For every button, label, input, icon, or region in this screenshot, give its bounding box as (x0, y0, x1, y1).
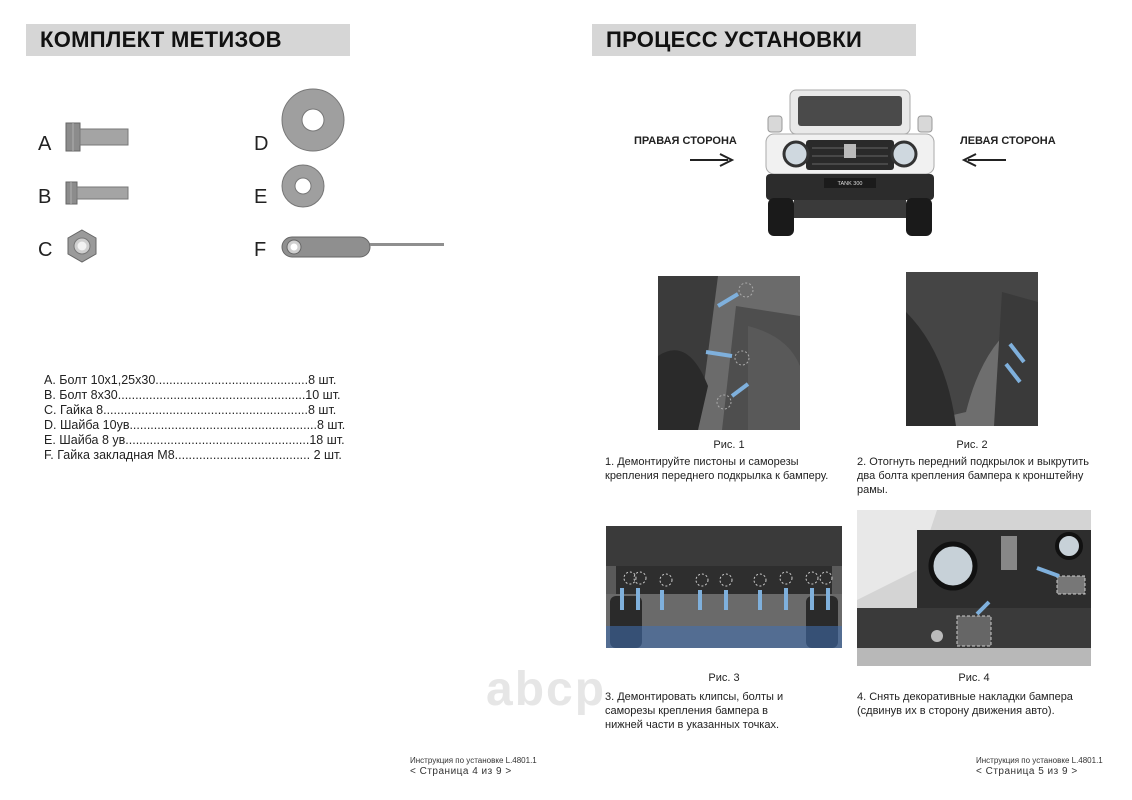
figure-4-photo (857, 510, 1091, 666)
washer-icon (280, 87, 346, 153)
right-page-footer (976, 755, 1103, 777)
spec-line-c: C. Гайка 8...........................................................8 шт. (44, 403, 337, 417)
spec-line-a: A. Болт 10х1,25х30............................................8 шт. (44, 373, 337, 387)
car-front-image (762, 86, 938, 240)
figure-1-text: 1. Демонтируйте пистоны и саморезы крепления переднего подкрылка к бамперу. (605, 456, 829, 482)
left-page-footer (410, 755, 537, 777)
figure-3-text: 3. Демонтировать клипсы, болты и саморезы крепления бампера в нижней части в указанных точках. (605, 691, 784, 731)
footer-doc-title: Инструкция по установке L.4801.1 (976, 756, 1103, 765)
left-page-title: КОМПЛЕКТ МЕТИЗОВ (26, 24, 350, 56)
part-f-letter: F (254, 239, 267, 261)
spec-line-f: F. Гайка закладная М8....................................... 2 шт. (44, 448, 342, 462)
part-e-letter: E (254, 186, 268, 208)
figure-4-text: 4. Снять декоративные накладки бампера (сдвинув их в сторону движения авто). (857, 691, 1073, 717)
right-page-title: ПРОЦЕСС УСТАНОВКИ (592, 24, 916, 56)
bolt-icon (64, 180, 130, 206)
footer-doc-title: Инструкция по установке L.4801.1 (410, 756, 537, 765)
figure-2-caption: Рис. 2 (956, 439, 988, 451)
car-badge: TANK 300 (837, 181, 863, 187)
figure-3-caption: Рис. 3 (708, 672, 740, 684)
part-b-letter: B (38, 186, 52, 208)
hardware-spec-list (44, 373, 345, 463)
right-side-label: ПРАВАЯ СТОРОНА (634, 135, 737, 147)
figure-2-photo (906, 272, 1038, 426)
part-c-letter: C (38, 239, 53, 261)
figure-2-text: 2. Отогнуть передний подкрылок и выкрутить два болта крепления бампера к кронштейну рамы. (857, 456, 1089, 496)
nut-icon (64, 228, 100, 264)
spec-line-e: E. Шайба 8 ув.....................................................18 шт. (44, 433, 345, 447)
left-side-label: ЛЕВАЯ СТОРОНА (960, 135, 1056, 147)
footer-page-number: < Страница 4 из 9 > (410, 766, 512, 777)
spec-line-b: B. Болт 8х30......................................................10 шт. (44, 388, 341, 402)
figure-1-caption: Рис. 1 (713, 439, 745, 451)
figure-3-photo (606, 526, 842, 648)
arrow-right-icon (688, 152, 736, 168)
part-d-letter: D (254, 133, 269, 155)
washer-icon (280, 163, 326, 209)
weld-nut-icon (280, 233, 446, 261)
watermark: abcp (486, 663, 607, 716)
footer-page-number: < Страница 5 из 9 > (976, 766, 1078, 777)
part-a-letter: A (38, 133, 52, 155)
spec-line-d: D. Шайба 10ув......................................................8 шт. (44, 418, 346, 432)
figure-4-caption: Рис. 4 (958, 672, 990, 684)
figure-1-photo (658, 276, 800, 430)
arrow-left-icon (960, 152, 1008, 168)
bolt-icon (64, 121, 130, 153)
